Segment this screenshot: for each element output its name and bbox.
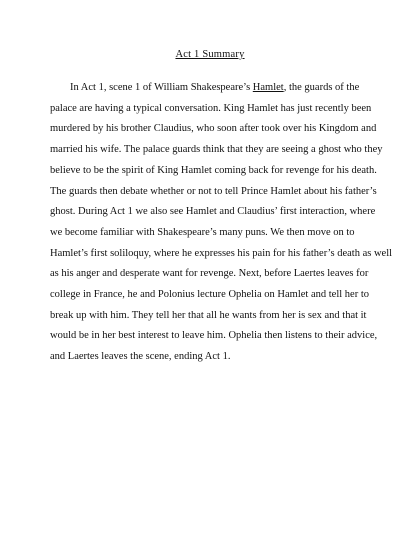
line-1-post: , the guards of the xyxy=(283,82,360,93)
paragraph-line-11: college in France, he and Polonius lecture Ophelia on Hamlet and tell her to xyxy=(50,289,369,301)
line-1-pre: In Act 1, scene 1 of William Shakespeare’s xyxy=(70,82,253,93)
summary-paragraph xyxy=(50,78,393,368)
paragraph-line-12: break up with him. They tell her that all he wants from her is sex and that it xyxy=(50,309,367,321)
paragraph-line-8: we become familiar with Shakespeare’s many puns. We then move on to xyxy=(50,226,355,238)
paragraph-line-2: palace are having a typical conversation. King Hamlet has just recently been xyxy=(50,102,372,114)
document-title xyxy=(0,49,420,61)
title-text: Act 1 Summary xyxy=(175,49,245,60)
paragraph-line-4: married his wife. The palace guards think that they are seeing a ghost who they xyxy=(50,144,383,156)
paragraph-line-1 xyxy=(50,78,372,99)
paragraph-line-7: ghost. During Act 1 we also see Hamlet and Claudius’ first interaction, where xyxy=(50,206,376,218)
paragraph-line-10: as his anger and desperate want for revenge. Next, before Laertes leaves for xyxy=(50,268,369,280)
play-title-hamlet: Hamlet xyxy=(252,82,284,93)
paragraph-line-9: Hamlet’s first soliloquy, where he expresses his pain for his father’s death as well xyxy=(50,247,393,259)
paragraph-line-6: The guards then debate whether or not to tell Prince Hamlet about his father’s xyxy=(50,185,377,197)
paragraph-line-3: murdered by his brother Claudius, who soon after took over his Kingdom and xyxy=(50,123,377,135)
paragraph-line-14: and Laertes leaves the scene, ending Act 1. xyxy=(50,351,231,363)
paragraph-line-13: would be in her best interest to leave him. Ophelia then listens to their advice, xyxy=(50,330,378,342)
paragraph-line-5: believe to be the spirit of King Hamlet coming back for revenge for his death. xyxy=(50,164,377,176)
